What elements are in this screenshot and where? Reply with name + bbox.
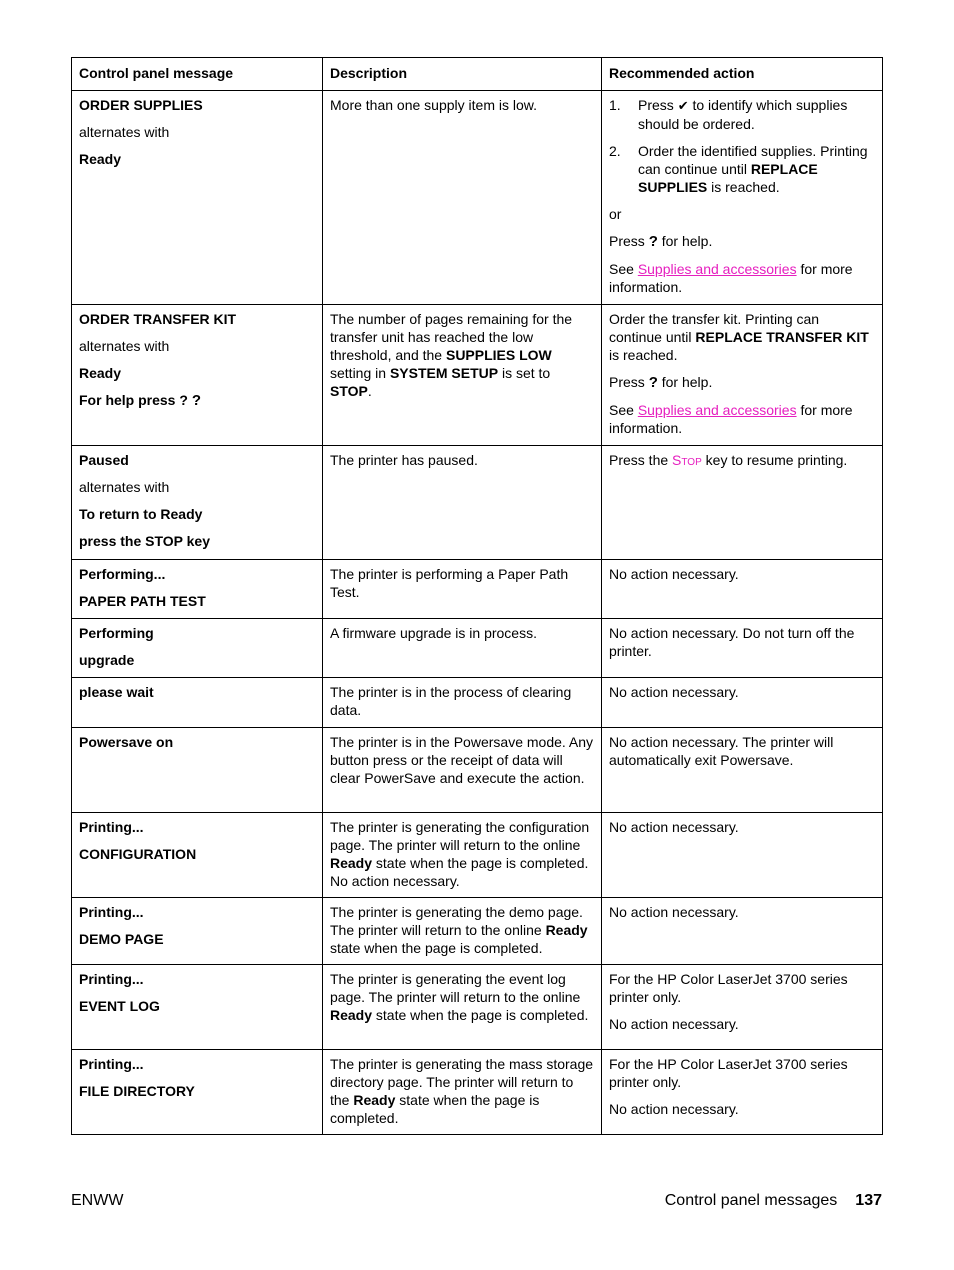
action-text: No action necessary. (609, 684, 739, 700)
action-step: 2. Order the identified supplies. Printing can continue until REPLACE SUPPLIES is reached. (609, 143, 868, 195)
message-line: Printing... (79, 971, 144, 987)
message-line: alternates with (79, 338, 170, 354)
message-line: EVENT LOG (79, 998, 160, 1014)
description-text: The printer is in the Powersave mode. Any button press or the receipt of data will clear PowerSave and execute the action. (330, 734, 594, 786)
action-cell (602, 678, 883, 728)
message-cell (72, 813, 323, 898)
message-line: FILE DIRECTORY (79, 1083, 195, 1099)
message-line: To return to Ready (79, 506, 203, 522)
message-line: Paused (79, 452, 129, 468)
table-row (72, 560, 883, 619)
description-cell (323, 1050, 602, 1135)
description-cell (323, 678, 602, 728)
action-text: No action necessary. (609, 1101, 739, 1117)
action-text: No action necessary. Do not turn off the printer. (609, 625, 855, 659)
action-cell (602, 965, 883, 1050)
message-line: alternates with (79, 479, 170, 495)
description-cell (323, 446, 602, 560)
description-cell (323, 91, 602, 305)
stop-key-label: STOP (672, 452, 702, 468)
action-text: No action necessary. (609, 819, 739, 835)
question-mark-icon: ? (648, 374, 658, 391)
action-cell (602, 1050, 883, 1135)
action-step: 1. Press ✔ to identify which supplies should be ordered. (609, 97, 848, 132)
action-cell (602, 91, 883, 305)
message-line: CONFIGURATION (79, 846, 197, 862)
action-or: or (609, 206, 622, 222)
message-cell (72, 898, 323, 965)
action-text: No action necessary. (609, 904, 739, 920)
table-header-row (72, 58, 883, 91)
message-cell (72, 305, 323, 446)
action-cell (602, 305, 883, 446)
action-see-also: See Supplies and accessories for more information. (609, 402, 853, 436)
message-cell (72, 619, 323, 678)
message-line: Performing (79, 625, 154, 641)
action-cell (602, 446, 883, 560)
message-line: Performing... (79, 566, 166, 582)
message-line: please wait (79, 684, 154, 700)
description-text: The printer is in the process of clearing data. (330, 684, 572, 718)
description-cell (323, 813, 602, 898)
message-line: For help press ? ? (79, 392, 201, 409)
description-cell (323, 560, 602, 619)
action-see-also: See Supplies and accessories for more information. (609, 261, 853, 295)
action-cell (602, 898, 883, 965)
action-steps (609, 96, 875, 196)
message-line: DEMO PAGE (79, 931, 164, 947)
message-line: ORDER TRANSFER KIT (79, 311, 237, 327)
action-text: No action necessary. (609, 566, 739, 582)
footer-section (665, 1192, 882, 1210)
table-row (72, 965, 883, 1050)
table-row (72, 1050, 883, 1135)
table-row (72, 305, 883, 446)
table-row (72, 898, 883, 965)
message-cell (72, 446, 323, 560)
message-line: Ready (79, 151, 122, 167)
description-text: The printer has paused. (330, 452, 478, 468)
message-cell (72, 560, 323, 619)
question-mark-icon: ? (648, 233, 658, 250)
action-help: Press ? for help. (609, 374, 713, 391)
footer-enww: ENWW (71, 1192, 124, 1209)
description-text: The number of pages remaining for the transfer unit has reached the low threshold, and the SUPPLIES LOW setting in SYSTEM SETUP is set to STOP. (330, 311, 573, 399)
header-recommended-action: Recommended action (602, 58, 883, 91)
description-cell (323, 965, 602, 1050)
action-text: Press the STOP key to resume printing. (609, 452, 848, 468)
description-text: The printer is generating the event log page. The printer will return to the online Ready state when the page is completed. (330, 971, 589, 1023)
control-panel-messages-table (71, 57, 883, 1135)
description-text: More than one supply item is low. (330, 97, 537, 113)
description-text: The printer is performing a Paper Path Test. (330, 566, 569, 600)
action-text: No action necessary. The printer will automatically exit Powersave. (609, 734, 834, 768)
description-cell (323, 305, 602, 446)
message-line: upgrade (79, 652, 135, 668)
message-line: alternates with (79, 124, 170, 140)
description-text: The printer is generating the mass storage directory page. The printer will return to the Ready state when the page is completed. (330, 1056, 594, 1126)
action-cell (602, 619, 883, 678)
footer-section-title: Control panel messages (664, 1192, 838, 1209)
message-cell (72, 1050, 323, 1135)
action-cell (602, 813, 883, 898)
message-line: PAPER PATH TEST (79, 593, 206, 609)
description-cell (323, 619, 602, 678)
table-row (72, 446, 883, 560)
supplies-and-accessories-link[interactable]: Supplies and accessories (637, 402, 797, 418)
description-text: A firmware upgrade is in process. (330, 625, 537, 641)
action-cell (602, 728, 883, 813)
action-text: No action necessary. (609, 1016, 739, 1032)
table-row (72, 813, 883, 898)
message-line: Printing... (79, 904, 144, 920)
message-line: ORDER SUPPLIES (79, 97, 203, 113)
header-description: Description (323, 58, 602, 91)
action-help: Press ? for help. (609, 233, 713, 250)
table-row (72, 678, 883, 728)
message-cell (72, 728, 323, 813)
message-cell (72, 91, 323, 305)
supplies-and-accessories-link[interactable]: Supplies and accessories (637, 261, 797, 277)
message-line: Ready (79, 365, 122, 381)
action-text: Order the transfer kit. Printing can continue until REPLACE TRANSFER KIT is reached. (609, 311, 869, 363)
table-row (72, 619, 883, 678)
action-text: For the HP Color LaserJet 3700 series printer only. (609, 971, 848, 1005)
description-cell (323, 898, 602, 965)
message-cell (72, 965, 323, 1050)
action-cell (602, 560, 883, 619)
table-row (72, 91, 883, 305)
description-cell (323, 728, 602, 813)
page-number: 137 (855, 1192, 882, 1209)
table-row (72, 728, 883, 813)
message-line: Printing... (79, 819, 144, 835)
checkmark-icon: ✔ (677, 98, 689, 113)
header-control-panel-message: Control panel message (72, 58, 323, 91)
message-line: Printing... (79, 1056, 144, 1072)
description-text: The printer is generating the configuration page. The printer will return to the online Ready state when the page is completed. No action necessary. (330, 819, 590, 889)
question-mark-icon: ? (191, 392, 201, 409)
action-text: For the HP Color LaserJet 3700 series printer only. (609, 1056, 848, 1090)
message-line: Powersave on (79, 734, 174, 750)
description-text: The printer is generating the demo page. The printer will return to the online Ready state when the page is completed. (330, 904, 588, 956)
message-line: press the STOP key (79, 533, 210, 549)
message-cell (72, 678, 323, 728)
